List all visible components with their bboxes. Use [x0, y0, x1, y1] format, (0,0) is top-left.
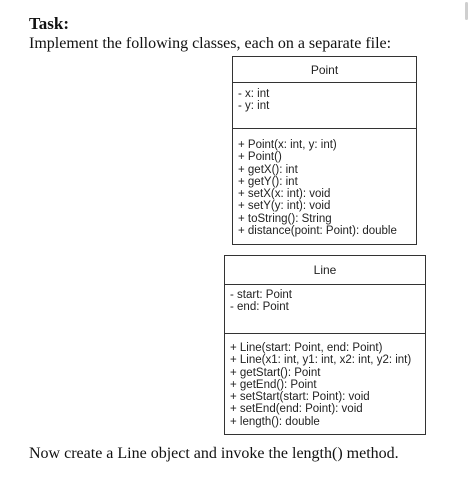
- line-method: + getStart(): Point: [230, 366, 321, 379]
- line-attribute: - end: Point: [230, 301, 289, 314]
- line-class-diagram: [224, 255, 426, 435]
- point-method: + Point(): [238, 151, 282, 164]
- point-method: + setX(x: int): void: [238, 188, 331, 201]
- task-heading: Task:: [29, 14, 70, 33]
- point-method: + Point(x: int, y: int): [238, 139, 337, 151]
- point-method: + setY(y: int): void: [238, 200, 331, 213]
- task-outro: Now create a Line object and invoke the length() method.: [29, 445, 399, 462]
- line-class-name: Line: [225, 256, 425, 285]
- line-method: + length(): double: [230, 415, 320, 428]
- line-attributes: [225, 285, 425, 334]
- point-methods: [233, 129, 416, 244]
- line-method: + Line(start: Point, end: Point): [230, 342, 383, 354]
- point-method: + toString(): String: [238, 212, 332, 225]
- line-method: + Line(x1: int, y1: int, x2: int, y2: int): [230, 354, 412, 367]
- point-method: + distance(point: Point): double: [238, 225, 397, 238]
- point-method: + getY(): int: [238, 175, 298, 188]
- line-method: + setEnd(end: Point): void: [230, 403, 363, 416]
- line-method: + setStart(start: Point): void: [230, 391, 370, 404]
- line-methods: [225, 334, 425, 434]
- line-attribute: - start: Point: [230, 289, 292, 301]
- scrollbar[interactable]: [465, 2, 468, 20]
- point-method: + getX(): int: [238, 163, 298, 176]
- point-attributes: [233, 83, 416, 129]
- point-attribute: - y: int: [238, 100, 270, 113]
- point-attribute: - x: int: [238, 88, 270, 100]
- point-class-diagram: [232, 56, 417, 245]
- point-class-name: Point: [233, 57, 416, 83]
- task-intro: Implement the following classes, each on a separate file:: [29, 35, 392, 52]
- line-method: + getEnd(): Point: [230, 378, 317, 391]
